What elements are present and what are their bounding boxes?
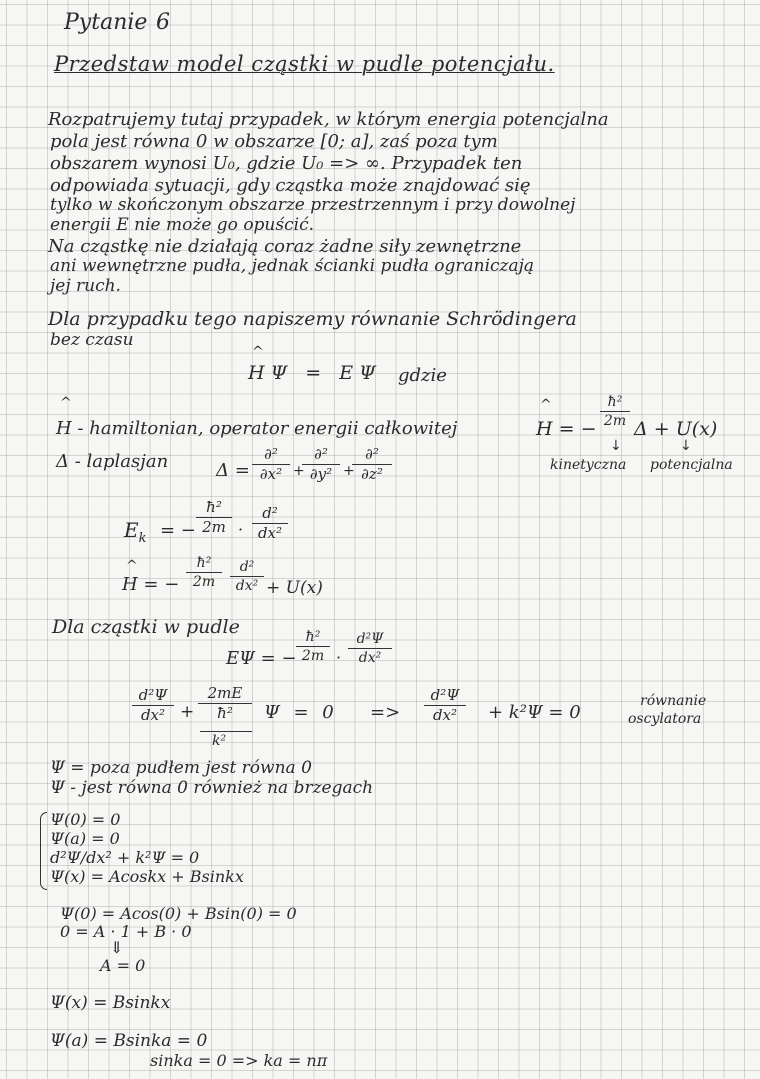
fraction-numerator: d²Ψ: [138, 686, 168, 704]
fraction-numerator: ∂²: [365, 445, 379, 463]
ek-symbol: E: [124, 518, 139, 542]
fraction-numerator: d²: [262, 504, 278, 522]
hamiltonian-formula-rhs: Δ + U(x): [634, 418, 718, 440]
intro-line: Rozpatrujemy tutaj przypadek, w którym energia potencjalna: [48, 109, 609, 130]
fraction-denominator: 2m: [202, 518, 226, 536]
down-arrow: ⇓: [110, 938, 124, 957]
fraction-denominator: 2m: [301, 648, 325, 664]
system-line: Ψ(0) = 0: [50, 810, 121, 829]
k-squared-label: k²: [212, 733, 227, 749]
forces-line: Na cząstkę nie działają coraz żadne siły zewnętrzne: [48, 236, 522, 257]
fraction-bar: [348, 648, 392, 649]
second-derivative-fraction: [424, 688, 466, 723]
laplacian-term-x: [252, 447, 290, 482]
hat-mark: ^: [126, 558, 138, 574]
laplacian-term-y: [302, 447, 340, 482]
plus-sign: +: [343, 463, 355, 479]
fraction-denominator: dx²: [432, 706, 458, 724]
fraction-denominator: ∂x²: [259, 465, 283, 483]
system-brace: [40, 812, 47, 890]
second-derivative-fraction: [132, 688, 174, 723]
fraction-bar: [186, 572, 222, 573]
intro-line: odpowiada sytuacji, gdy cząstka może znajdować się: [50, 175, 531, 196]
derivation-line: sinka = 0 => ka = nπ: [150, 1051, 328, 1070]
dot-sign: ·: [336, 648, 342, 667]
fraction-denominator: ħ²: [217, 704, 233, 722]
kinetic-label: kinetyczna: [550, 457, 627, 473]
fraction-denominator: 2m: [192, 574, 216, 590]
ek-lhs: [124, 520, 147, 545]
derivation-line: A = 0: [100, 956, 146, 975]
intro-line: tylko w skończonym obszarze przestrzennym i przy dowolnej: [50, 195, 576, 215]
fraction-numerator: ħ²: [206, 498, 222, 516]
dot-sign: ·: [238, 520, 244, 539]
fraction-denominator: 2m: [603, 413, 627, 429]
h1d-rhs: + U(x): [266, 578, 323, 598]
underbrace-line: [200, 731, 252, 732]
oscillator-note: oscylatora: [628, 711, 702, 727]
hbar-fraction: [186, 556, 222, 589]
potential-label: potencjalna: [650, 457, 733, 473]
gdzie-label: gdzie: [398, 365, 447, 386]
hamiltonian-label: H - hamiltonian, operator energii całkowitej: [56, 418, 458, 439]
fraction-denominator: dx²: [140, 706, 166, 724]
derivation-line: Ψ(x) = Bsinkx: [50, 993, 171, 1013]
intro-line: pola jest równa 0 w obszarze [0; a], zaś poza tym: [50, 131, 498, 152]
energy-fraction: [198, 686, 252, 721]
fraction-denominator: dx²: [257, 524, 283, 542]
box-label: Dla cząstki w pudle: [52, 616, 240, 638]
derivative-fraction: [348, 632, 392, 665]
oscillator-rest: + k²Ψ = 0: [488, 702, 581, 723]
fraction-denominator: ∂y²: [309, 465, 333, 483]
fraction-denominator: dx²: [235, 578, 259, 594]
fraction-numerator: ħ²: [196, 555, 212, 571]
oscillator-note: równanie: [640, 693, 707, 709]
schrodinger-line: Dla przypadku tego napiszemy równanie Schrödingera: [48, 308, 577, 330]
h1d-lhs: H = −: [122, 574, 180, 595]
ek-eq: = −: [160, 520, 196, 541]
arrow-down-icon: ↓: [680, 438, 692, 454]
psi-equals-zero: Ψ = 0: [264, 702, 338, 723]
hbar-fraction: [196, 500, 232, 535]
derivation-line: Ψ(0) = Acos(0) + Bsin(0) = 0: [60, 904, 297, 923]
fraction-numerator: ∂²: [264, 445, 278, 463]
question-text: Przedstaw model cząstki w pudle potencjału.: [54, 52, 555, 76]
box-eq-lhs: EΨ = −: [226, 648, 297, 669]
ek-subscript: k: [138, 531, 147, 546]
fraction-numerator: 2mE: [207, 684, 243, 702]
header-number: 6: [156, 10, 170, 35]
hbar-fraction: [296, 630, 330, 663]
fraction-bar: [296, 646, 330, 647]
system-line: Ψ(a) = 0: [50, 829, 120, 848]
fraction-numerator: d²Ψ: [430, 686, 460, 704]
forces-line: jej ruch.: [50, 276, 121, 296]
boundary-line: Ψ - jest równa 0 również na brzegach: [50, 778, 374, 798]
forces-line: ani wewnętrzne pudła, jednak ścianki pudła ograniczają: [50, 256, 535, 276]
laplacian-term-z: [352, 447, 392, 482]
derivative-fraction: [230, 560, 264, 593]
system-line: d²Ψ/dx² + k²Ψ = 0: [50, 848, 200, 867]
fraction-bar: [600, 411, 630, 412]
schrodinger-line: bez czasu: [50, 330, 134, 350]
system-line: Ψ(x) = Acoskx + Bsinkx: [50, 867, 244, 886]
fraction-numerator: d²Ψ: [356, 631, 384, 647]
hat-mark: ^: [540, 397, 552, 413]
fraction-denominator: dx²: [358, 650, 382, 666]
implies-arrow: =>: [370, 702, 401, 723]
laplacian-label: Δ - laplasjan: [56, 451, 169, 472]
fraction-denominator: ∂z²: [361, 465, 383, 483]
fraction-numerator: ħ²: [305, 629, 321, 645]
header-label: Pytanie: [64, 10, 148, 35]
hbar-fraction: [600, 395, 630, 428]
laplacian-lhs: Δ =: [216, 460, 250, 481]
boundary-line: Ψ = poza pudłem jest równa 0: [50, 758, 312, 778]
fraction-numerator: ħ²: [607, 394, 623, 410]
fraction-bar: [230, 576, 264, 577]
schrodinger-equation: HΨ = EΨ: [248, 362, 382, 384]
intro-line: energii E nie może go opuścić.: [50, 215, 314, 235]
derivation-line: Ψ(a) = Bsinka = 0: [50, 1031, 208, 1051]
plus-sign: +: [180, 702, 195, 722]
fraction-numerator: d²: [239, 559, 255, 575]
hat-mark: ^: [252, 344, 264, 360]
plus-sign: +: [293, 463, 305, 479]
hamiltonian-formula-lhs: H = −: [536, 418, 597, 440]
intro-line: obszarem wynosi U₀, gdzie U₀ => ∞. Przypadek ten: [50, 153, 523, 174]
hat-mark: ^: [60, 395, 72, 411]
derivation-line: 0 = A · 1 + B · 0: [60, 922, 192, 941]
fraction-numerator: ∂²: [314, 445, 328, 463]
arrow-down-icon: ↓: [610, 438, 622, 454]
derivative-fraction: [252, 506, 288, 541]
